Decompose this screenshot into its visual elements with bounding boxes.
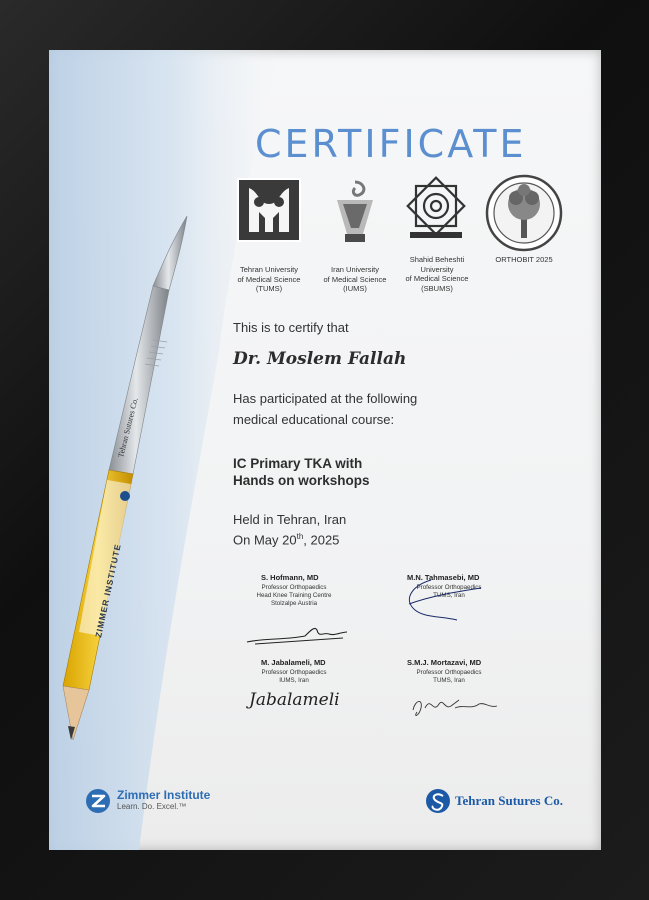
signatory-2-signature xyxy=(401,576,497,624)
certificate-paper xyxy=(49,50,601,850)
tums-logo-icon xyxy=(237,178,301,242)
signatory-1-name: S. Hofmann, MD xyxy=(261,573,319,582)
signatory-3-name: M. Jabalameli, MD xyxy=(261,658,326,667)
recipient-name: Dr. Moslem Fallah xyxy=(233,349,407,369)
tehran-sutures-icon xyxy=(425,788,451,814)
certify-intro: This is to certify that xyxy=(233,320,349,335)
sbums-caption: Shahid Beheshti University of Medical Science (SBUMS) xyxy=(405,255,469,293)
pencil-brand: ZIMMER INSTITUTE xyxy=(93,542,123,639)
sbums-logo-icon xyxy=(404,174,468,242)
zimmer-z-icon xyxy=(85,788,111,814)
iums-logo-icon xyxy=(329,178,381,248)
participation-line-2: medical educational course: xyxy=(233,412,395,427)
zimmer-name: Zimmer Institute xyxy=(117,788,211,802)
orthobit-logo-icon xyxy=(485,174,563,252)
tums-caption: Tehran University of Medical Science (TUMS) xyxy=(237,265,301,293)
signatory-1-signature xyxy=(245,620,349,648)
signatory-3-signature: Jabalameli xyxy=(249,690,340,710)
orthobit-caption: ORTHOBIT 2025 xyxy=(495,255,553,264)
iums-caption: Iran University of Medical Science (IUMS) xyxy=(323,265,387,293)
tehran-sutures-name: Tehran Sutures Co. xyxy=(455,793,563,808)
held-in: Held in Tehran, Iran xyxy=(233,512,347,527)
signatory-4-title: Professor Orthopaedics TUMS, Iran xyxy=(416,669,482,684)
course-date: On May 20th, 2025 xyxy=(233,532,340,548)
signatory-1-title: Professor Orthopaedics Head Knee Training Centre Stolzalpe Austria xyxy=(256,584,332,607)
zimmer-tagline: Learn. Do. Excel.™ xyxy=(117,802,187,811)
signatory-4-signature xyxy=(409,690,499,720)
signatory-2-name: M.N. Tahmasebi, MD xyxy=(407,573,480,582)
signatory-3-title: Professor Orthopaedics IUMS, Iran xyxy=(261,669,327,684)
background-illustration xyxy=(49,50,601,850)
scalpel-brand: Tehran Sutures Co. xyxy=(116,396,140,459)
participation-line-1: Has participated at the following xyxy=(233,391,418,406)
course-line-2: Hands on workshops xyxy=(233,473,370,488)
certificate-title: CERTIFICATE xyxy=(255,122,527,166)
course-line-1: IC Primary TKA with xyxy=(233,456,363,471)
signatory-4-name: S.M.J. Mortazavi, MD xyxy=(407,658,482,667)
signatory-2-title: Professor Orthopaedics TUMS, Iran xyxy=(416,584,482,599)
